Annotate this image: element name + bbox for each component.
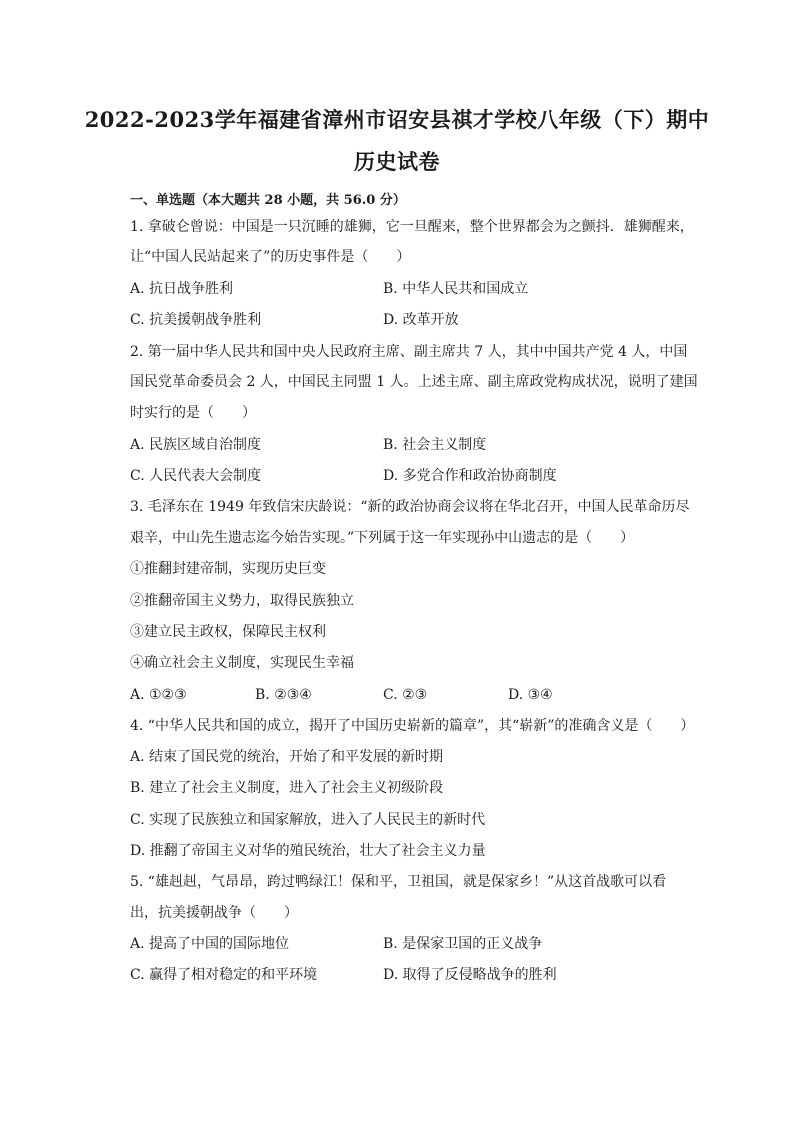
section-heading: 一、单选题（本大题共 28 小题，共 56.0 分）	[130, 193, 406, 208]
question-1-line-2: 让“中国人民站起来了”的历史事件是（ ）	[130, 249, 411, 265]
question-5-option-b: B. 是保家卫国的正义战争	[383, 936, 543, 952]
question-3-option-b: B. ②③④	[255, 687, 312, 703]
question-3-option-d: D. ③④	[508, 687, 553, 703]
question-5-line-2: 出，抗美援朝战争（ ）	[130, 905, 298, 921]
question-3-line-1: 3. 毛泽东在 1949 年致信宋庆龄说：“新的政治协商会议将在华北召开，中国人民革命历尽	[130, 499, 690, 515]
question-5-option-d: D. 取得了反侵略战争的胜利	[383, 967, 557, 983]
question-2-option-d: D. 多党合作和政治协商制度	[383, 468, 557, 484]
question-3-line-2: 艰辛，中山先生遗志迄今始告实现。”下列属于这一年实现孙中山遗志的是（ ）	[130, 530, 635, 546]
question-4-option-a: A. 结束了国民党的统治，开始了和平发展的新时期	[130, 749, 444, 765]
question-2-option-a: A. 民族区域自治制度	[130, 437, 262, 453]
question-5-option-a: A. 提高了中国的国际地位	[130, 936, 290, 952]
question-1-line-1: 1. 拿破仑曾说：中国是一只沉睡的雄狮，它一旦醒来，整个世界都会为之颤抖．雄狮醒来，	[130, 219, 694, 235]
question-3-option-c: C. ②③	[383, 687, 428, 703]
question-3-option-a: A. ①②③	[130, 687, 187, 703]
question-4-line-1: 4. “中华人民共和国的成立，揭开了中国历史崭新的篇章”，其“崭新”的准确含义是（ ）	[130, 718, 695, 734]
question-3-statement-3: ③建立民主政权，保障民主权利	[130, 624, 326, 640]
question-5-line-1: 5. “雄赳赳，气昂昂，跨过鸭绿江！保和平，卫祖国，就是保家乡！”从这首战歌可以看	[130, 874, 667, 890]
question-3-statement-1: ①推翻封建帝制，实现历史巨变	[130, 561, 326, 577]
question-4-option-c: C. 实现了民族独立和国家解放，进入了人民民主的新时代	[130, 812, 486, 828]
exam-title-line2: 历史试卷	[354, 149, 440, 174]
question-4-option-d: D. 推翻了帝国主义对华的殖民统治，壮大了社会主义力量	[130, 843, 486, 859]
question-1-option-c: C. 抗美援朝战争胜利	[130, 312, 262, 328]
question-2-option-b: B. 社会主义制度	[383, 437, 487, 453]
question-1-option-d: D. 改革开放	[383, 312, 459, 328]
question-1-option-a: A. 抗日战争胜利	[130, 281, 234, 297]
question-2-line-3: 时实行的是（ ）	[130, 405, 256, 421]
question-2-option-c: C. 人民代表大会制度	[130, 468, 262, 484]
question-2-line-1: 2. 第一届中华人民共和国中央人民政府主席、副主席共 7 人，其中中国共产党 4 人，中国	[130, 344, 688, 360]
question-3-statement-2: ②推翻帝国主义势力，取得民族独立	[130, 593, 354, 609]
exam-title-line1: 2022-2023学年福建省漳州市诏安县祺才学校八年级（下）期中	[84, 107, 710, 132]
question-4-option-b: B. 建立了社会主义制度，进入了社会主义初级阶段	[130, 780, 444, 796]
question-2-line-2: 国民党革命委员会 2 人，中国民主同盟 1 人。上述主席、副主席政党构成状况，说明了建国	[130, 374, 698, 390]
question-3-statement-4: ④确立社会主义制度，实现民生幸福	[130, 655, 354, 671]
question-5-option-c: C. 赢得了相对稳定的和平环境	[130, 967, 318, 983]
question-1-option-b: B. 中华人民共和国成立	[383, 281, 529, 297]
